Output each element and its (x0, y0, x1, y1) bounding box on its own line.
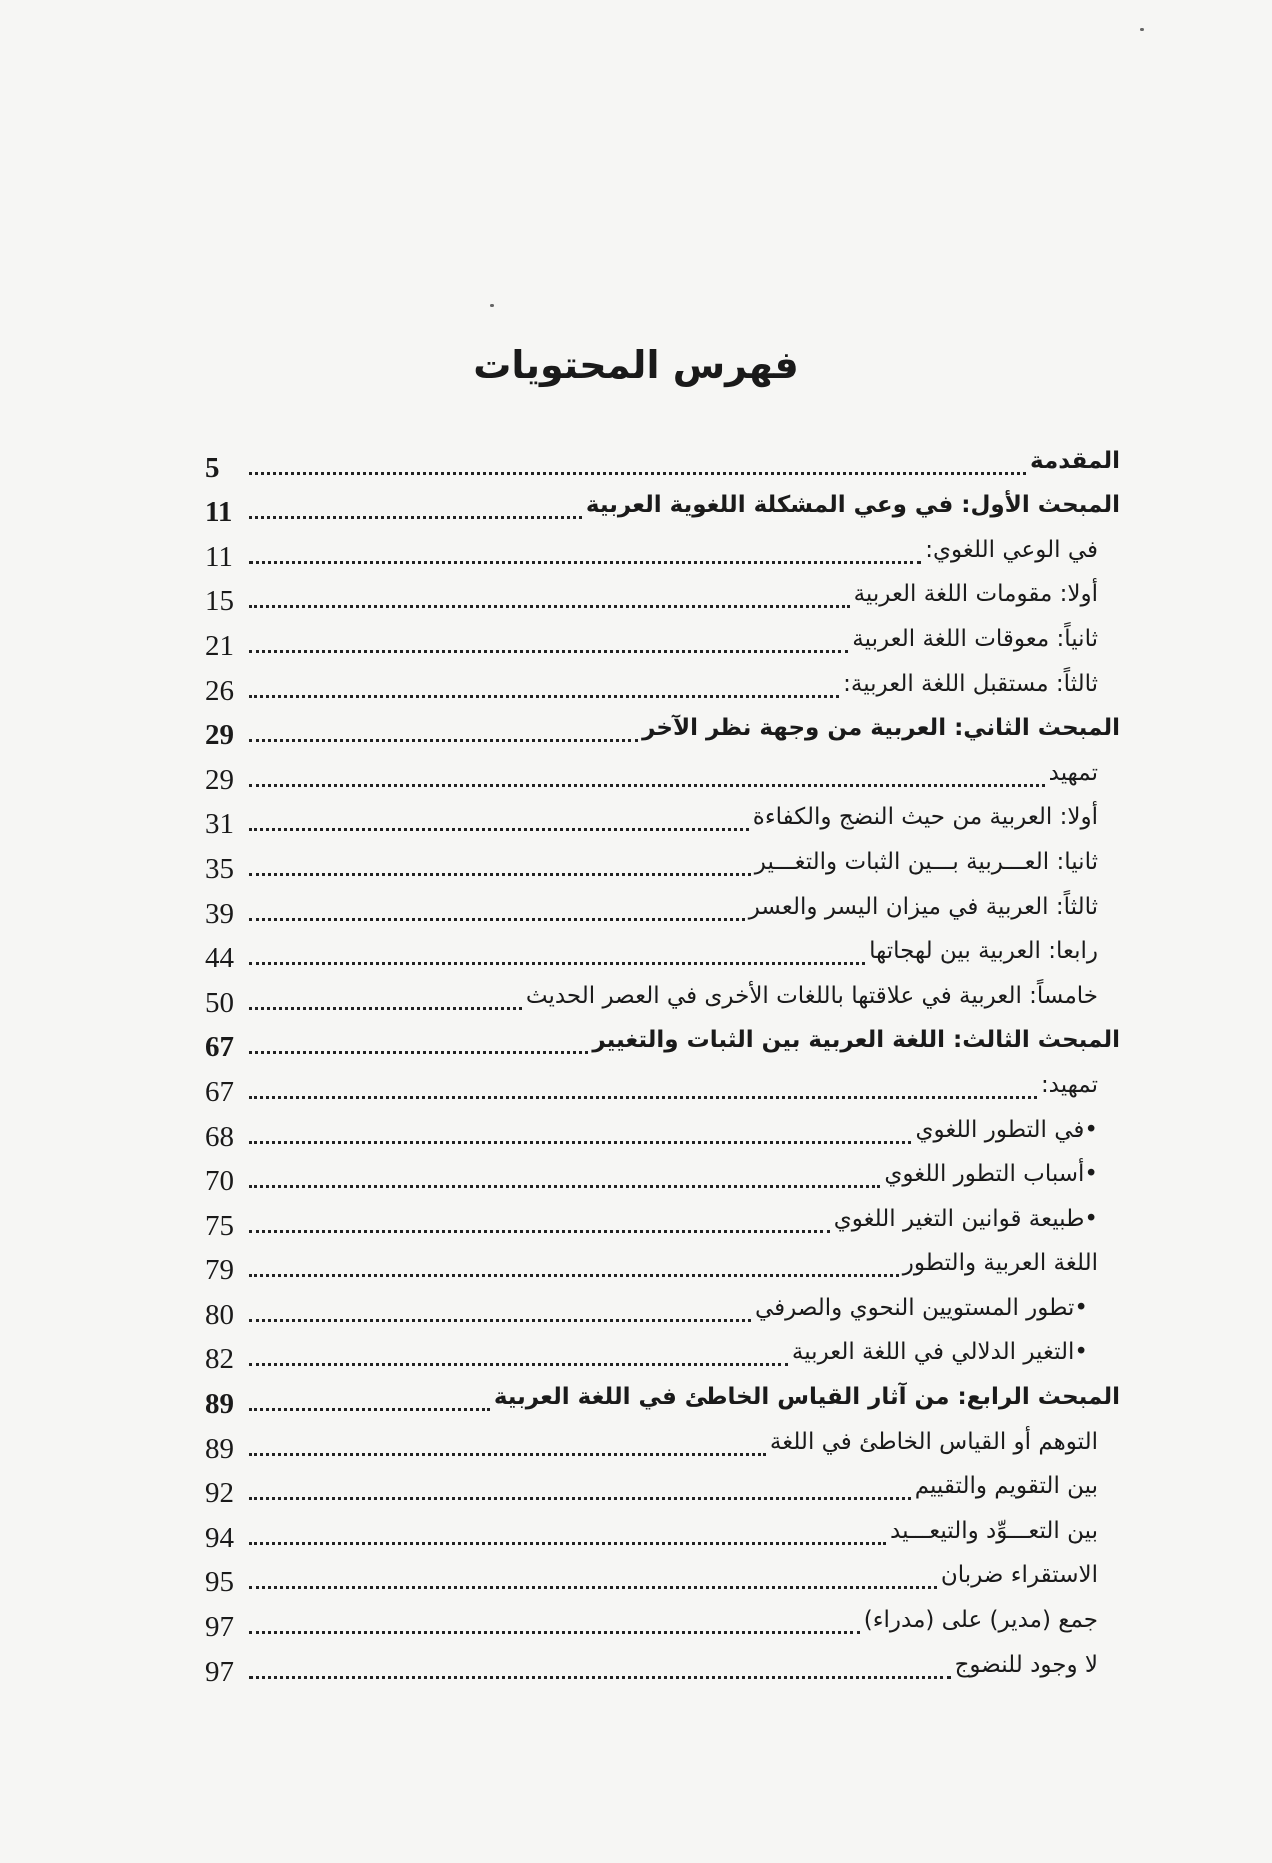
toc-entry[interactable] (205, 1241, 1120, 1286)
toc-entry-title: المبحث الأول: في وعي المشكلة اللغوية العربية (585, 492, 1120, 519)
toc-entry-title: •طبيعة قوانين التغير اللغوي (833, 1205, 1098, 1232)
toc-entry[interactable] (205, 795, 1120, 840)
toc-entry[interactable] (205, 1374, 1120, 1419)
dot-leader (249, 873, 751, 876)
toc-entry[interactable] (205, 483, 1120, 528)
toc-entry[interactable] (205, 706, 1120, 751)
table-of-contents (205, 438, 1120, 1687)
toc-entry[interactable] (205, 884, 1120, 929)
toc-entry[interactable] (205, 1285, 1120, 1330)
toc-entry[interactable] (205, 839, 1120, 884)
toc-entry-page-number: 11 (205, 540, 233, 573)
dot-leader (249, 1453, 766, 1456)
toc-entry[interactable] (205, 1553, 1120, 1598)
dot-leader (249, 739, 638, 742)
toc-entry-title: المبحث الثالث: اللغة العربية بين الثبات والتغيير (592, 1027, 1120, 1054)
toc-entry[interactable] (205, 527, 1120, 572)
dot-leader (249, 1631, 860, 1634)
toc-entry-title: •في التطور اللغوي (915, 1116, 1098, 1143)
toc-entry-title: المقدمة (1030, 447, 1120, 474)
toc-entry-page-number: 26 (205, 674, 234, 707)
toc-entry-title: ثالثاً: العربية في ميزان اليسر والعسر (748, 893, 1098, 920)
dot-leader (249, 605, 850, 608)
dot-leader (249, 828, 749, 831)
dot-leader (249, 1274, 899, 1277)
toc-entry[interactable] (205, 1018, 1120, 1063)
toc-entry-page-number: 29 (205, 763, 234, 796)
toc-entry-page-number: 5 (205, 451, 220, 484)
toc-entry[interactable] (205, 1597, 1120, 1642)
toc-entry-title: تمهيد: (1040, 1071, 1098, 1098)
toc-entry-title: أولا: مقومات اللغة العربية (853, 581, 1098, 608)
dot-leader (249, 561, 921, 564)
toc-entry[interactable] (205, 929, 1120, 974)
dot-leader (249, 1676, 951, 1679)
dot-leader (249, 784, 1045, 787)
toc-entry-title: تمهيد (1048, 759, 1098, 786)
toc-entry-title: أولا: العربية من حيث النضج والكفاءة (752, 804, 1098, 831)
toc-entry-title: جمع (مدير) على (مدراء) (863, 1607, 1098, 1634)
toc-entry[interactable] (205, 1196, 1120, 1241)
toc-entry-page-number: 70 (205, 1165, 234, 1198)
toc-entry-page-number: 68 (205, 1120, 234, 1153)
dot-leader (249, 1586, 937, 1589)
toc-entry-page-number: 97 (205, 1655, 234, 1688)
toc-entry-title: المبحث الرابع: من آثار القياس الخاطئ في اللغة العربية (493, 1384, 1120, 1411)
toc-entry-page-number: 15 (205, 585, 234, 618)
toc-entry-title: بين التقويم والتقييم (914, 1473, 1098, 1500)
toc-entry-title: •التغير الدلالي في اللغة العربية (791, 1339, 1088, 1366)
toc-entry[interactable] (205, 616, 1120, 661)
toc-entry-page-number: 50 (205, 986, 234, 1019)
dot-leader (249, 1230, 830, 1233)
dot-leader (249, 918, 745, 921)
toc-entry-page-number: 29 (205, 719, 234, 752)
toc-entry-page-number: 82 (205, 1343, 234, 1376)
toc-entry[interactable] (205, 438, 1120, 483)
toc-entry[interactable] (205, 1107, 1120, 1152)
toc-entry-title: التوهم أو القياس الخاطئ في اللغة (769, 1428, 1098, 1455)
toc-entry-title: ثانياً: معوقات اللغة العربية (852, 625, 1098, 652)
toc-entry-page-number: 35 (205, 852, 234, 885)
toc-entry[interactable] (205, 973, 1120, 1018)
toc-entry-title: رابعا: العربية بين لهجاتها (869, 938, 1098, 965)
toc-entry-title: بين التعـــوِّد والتيعـــيد (890, 1517, 1098, 1544)
scan-speck (1140, 28, 1144, 31)
dot-leader (249, 1497, 911, 1500)
toc-entry[interactable] (205, 661, 1120, 706)
dot-leader (249, 1007, 522, 1010)
toc-entry-page-number: 80 (205, 1298, 234, 1331)
toc-entry-page-number: 89 (205, 1432, 234, 1465)
toc-entry-page-number: 21 (205, 629, 234, 662)
dot-leader (249, 1363, 788, 1366)
dot-leader (249, 1408, 490, 1411)
scan-speck (490, 304, 494, 307)
dot-leader (249, 1096, 1037, 1099)
toc-entry-title: المبحث الثاني: العربية من وجهة نظر الآخر (642, 715, 1120, 742)
toc-entry[interactable] (205, 750, 1120, 795)
toc-entry-title: ثانيا: العـــربية بـــين الثبات والتغـــير (754, 848, 1098, 875)
toc-entry[interactable] (205, 1508, 1120, 1553)
toc-entry-title: الاستقراء ضربان (940, 1562, 1098, 1589)
toc-entry[interactable] (205, 572, 1120, 617)
toc-entry-page-number: 67 (205, 1075, 234, 1108)
dot-leader (249, 1051, 588, 1054)
toc-entry-page-number: 39 (205, 897, 234, 930)
toc-entry-page-number: 95 (205, 1566, 234, 1599)
toc-entry-page-number: 31 (205, 808, 234, 841)
toc-entry-page-number: 94 (205, 1521, 234, 1554)
toc-entry-page-number: 67 (205, 1031, 234, 1064)
dot-leader (249, 472, 1026, 475)
dot-leader (249, 650, 848, 653)
toc-entry[interactable] (205, 1464, 1120, 1509)
toc-entry-title: خامساً: العربية في علاقتها باللغات الأخرى في العصر الحديث (525, 982, 1098, 1009)
toc-entry-title: •تطور المستويين النحوي والصرفي (754, 1294, 1088, 1321)
toc-entry-title: اللغة العربية والتطور (902, 1250, 1098, 1277)
toc-entry-page-number: 89 (205, 1388, 234, 1421)
toc-entry-title: في الوعي اللغوي: (925, 536, 1098, 563)
toc-entry-page-number: 44 (205, 942, 234, 975)
dot-leader (249, 1185, 880, 1188)
toc-entry-page-number: 75 (205, 1209, 234, 1242)
toc-entry-title: لا وجود للنضوج (954, 1651, 1098, 1678)
dot-leader (249, 1319, 751, 1322)
toc-entry-title: ثالثاً: مستقبل اللغة العربية: (843, 670, 1098, 697)
toc-entry[interactable] (205, 1419, 1120, 1464)
toc-entry-page-number: 11 (205, 496, 233, 529)
dot-leader (249, 516, 582, 519)
toc-entry-page-number: 79 (205, 1254, 234, 1287)
dot-leader (249, 962, 865, 965)
toc-entry-page-number: 92 (205, 1477, 234, 1510)
toc-entry[interactable] (205, 1330, 1120, 1375)
toc-entry[interactable] (205, 1062, 1120, 1107)
dot-leader (249, 695, 839, 698)
dot-leader (249, 1542, 886, 1545)
toc-entry-title: •أسباب التطور اللغوي (884, 1161, 1098, 1188)
toc-entry-page-number: 97 (205, 1611, 234, 1644)
dot-leader (249, 1141, 911, 1144)
toc-entry[interactable] (205, 1642, 1120, 1687)
page-title: فهرس المحتويات (473, 343, 799, 388)
toc-entry[interactable] (205, 1152, 1120, 1197)
